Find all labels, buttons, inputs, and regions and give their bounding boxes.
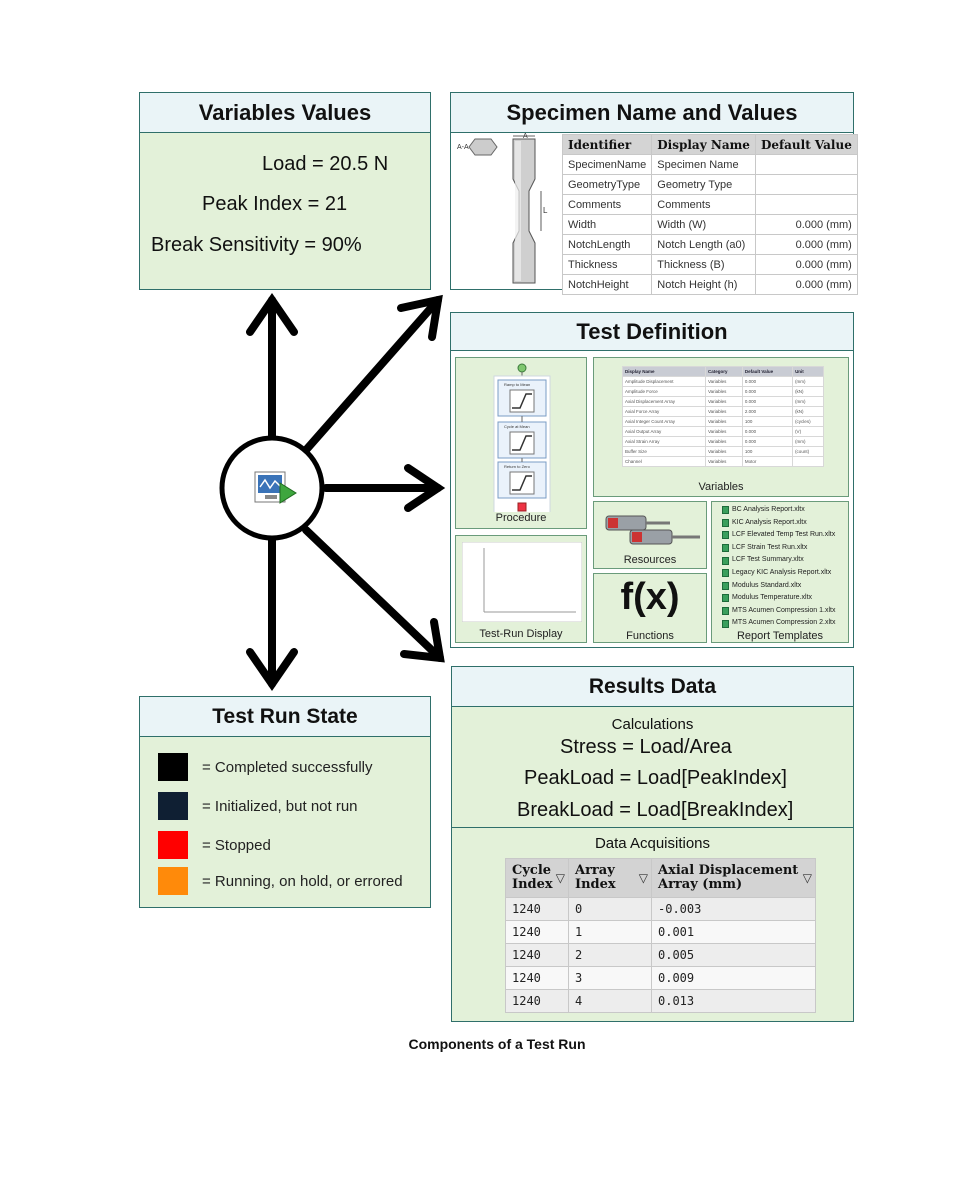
cell: 0.000 (mm) — [755, 215, 857, 235]
state-swatch-initialized — [158, 792, 188, 820]
cell: Amplitude Force — [623, 387, 706, 397]
list-item[interactable] — [722, 529, 835, 542]
cell: Geometry Type — [652, 175, 756, 195]
specimen-table-header — [563, 135, 858, 155]
cell: Width (W) — [652, 215, 756, 235]
cell: 1240 — [506, 967, 569, 990]
table-row[interactable] — [623, 437, 824, 447]
header-default-value[interactable]: Default Value — [755, 135, 857, 155]
excel-file-icon — [722, 544, 729, 552]
arrow-downright — [306, 530, 440, 658]
cell: Variables — [705, 407, 742, 417]
cell: 2.000 — [742, 407, 792, 417]
data-acquisitions-label: Data Acquisitions — [594, 835, 711, 852]
cell: Variables — [705, 427, 742, 437]
list-item[interactable] — [722, 504, 835, 517]
excel-file-icon — [722, 620, 729, 628]
table-row[interactable] — [506, 990, 816, 1013]
state-label-initialized: = Initialized, but not run — [202, 797, 358, 815]
report-name: LCF Elevated Temp Test Run.xltx — [732, 531, 836, 539]
table-row[interactable] — [623, 397, 824, 407]
cell — [755, 155, 857, 175]
da-header-row — [506, 859, 816, 898]
cell: 0.000 — [742, 427, 792, 437]
state-label-stopped: = Stopped — [202, 836, 271, 854]
state-row-running — [158, 867, 403, 895]
excel-file-icon — [722, 519, 729, 527]
cell: Axial Strain Array — [623, 437, 706, 447]
specimen-panel — [450, 92, 854, 290]
filter-icon[interactable]: ▽ — [802, 871, 812, 885]
cell: Axial Integer Count Array — [623, 417, 706, 427]
list-item[interactable] — [722, 605, 835, 618]
excel-file-icon — [722, 607, 729, 615]
table-row[interactable] — [563, 195, 858, 215]
state-row-completed — [158, 753, 373, 781]
cell: 100 — [742, 447, 792, 457]
cell: Axial Output Array — [623, 427, 706, 437]
variables-table — [622, 366, 824, 467]
resources-box[interactable] — [593, 501, 707, 569]
state-row-stopped — [158, 831, 271, 859]
procedure-step-2: Cycle at Mean — [504, 424, 530, 429]
arrow-upright — [306, 300, 438, 450]
report-name: Legacy KIC Analysis Report.xltx — [732, 568, 832, 576]
cell: Notch Height (h) — [652, 275, 756, 295]
cell: (kN) — [793, 387, 824, 397]
cell — [793, 457, 824, 467]
cell: Axial Force Array — [623, 407, 706, 417]
cell: Width — [563, 215, 652, 235]
excel-file-icon — [722, 506, 729, 514]
excel-file-icon — [722, 531, 729, 539]
cell: -0.003 — [652, 898, 816, 921]
table-row[interactable] — [506, 967, 816, 990]
cell: Thickness — [563, 255, 652, 275]
report-name: Modulus Standard.xltx — [732, 581, 802, 589]
cell: (count) — [793, 447, 824, 457]
cell: 0 — [569, 898, 652, 921]
state-swatch-completed — [158, 753, 188, 781]
actuator-icon — [600, 506, 704, 550]
table-row[interactable] — [623, 387, 824, 397]
report-name: MTS Acumen Compression 1.xltx — [732, 606, 836, 614]
header-display-name[interactable]: Display Name — [652, 135, 756, 155]
state-label-running: = Running, on hold, or errored — [202, 872, 403, 890]
list-item[interactable] — [722, 592, 835, 605]
header-identifier[interactable]: Identifier — [563, 135, 652, 155]
header-array-index[interactable]: Array Index ▽ — [569, 859, 652, 898]
cell: 3 — [569, 967, 652, 990]
table-row[interactable] — [563, 175, 858, 195]
table-row[interactable] — [623, 447, 824, 457]
cell: Variables — [705, 397, 742, 407]
specimen-section-label: A-A — [457, 144, 469, 151]
cell: Variables — [705, 377, 742, 387]
specimen-title: Specimen Name and Values — [451, 93, 853, 133]
table-row[interactable] — [563, 255, 858, 275]
calculations-label: Calculations — [611, 716, 694, 733]
table-row[interactable] — [623, 377, 824, 387]
variables-box[interactable] — [593, 357, 849, 497]
cell: 100 — [742, 417, 792, 427]
test-run-display-box[interactable] — [455, 535, 587, 643]
table-row[interactable] — [563, 275, 858, 295]
cell: 0.001 — [652, 921, 816, 944]
cell: Variables — [705, 437, 742, 447]
variables-values-title: Variables Values — [140, 93, 430, 133]
test-run-state-panel — [139, 696, 431, 908]
state-row-initialized — [158, 792, 358, 820]
report-name: MTS Acumen Compression 2.xltx — [732, 619, 836, 627]
test-definition-title: Test Definition — [451, 313, 853, 351]
peak-index-value: Peak Index = 21 — [202, 193, 348, 215]
cell: Amplitude Displacement — [623, 377, 706, 387]
cell: Variables — [705, 457, 742, 467]
table-row[interactable] — [506, 944, 816, 967]
cell: 1 — [569, 921, 652, 944]
header-axial-displacement[interactable]: Axial Displacement Array (mm) ▽ — [652, 859, 816, 898]
cell: 0.009 — [652, 967, 816, 990]
cell: (kN) — [793, 407, 824, 417]
report-template-list — [722, 504, 835, 630]
test-definition-panel — [450, 312, 854, 648]
cell: (V) — [793, 427, 824, 437]
data-acquisitions-table — [505, 858, 816, 1013]
list-item[interactable] — [722, 542, 835, 555]
cell: Buffer Size — [623, 447, 706, 457]
list-item[interactable] — [722, 517, 835, 530]
figure-caption: Components of a Test Run — [408, 1036, 586, 1052]
cell: GeometryType — [563, 175, 652, 195]
cell: Variables — [705, 447, 742, 457]
state-label-completed: = Completed successfully — [202, 758, 373, 776]
cell — [755, 195, 857, 215]
cell — [755, 175, 857, 195]
resources-label: Resources — [623, 554, 677, 566]
functions-label: Functions — [626, 630, 674, 642]
cell: NotchHeight — [563, 275, 652, 295]
results-data-panel — [451, 666, 854, 1022]
table-row[interactable] — [623, 427, 824, 437]
cell: Notch Length (a0) — [652, 235, 756, 255]
specimen-width-label: A — [523, 133, 528, 140]
cell: 1240 — [506, 921, 569, 944]
list-item[interactable] — [722, 617, 835, 630]
report-templates-box[interactable] — [711, 501, 849, 643]
filter-icon[interactable]: ▽ — [555, 871, 565, 885]
cell: NotchLength — [563, 235, 652, 255]
header-cycle-index[interactable]: Cycle Index ▽ — [506, 859, 569, 898]
calc-stress: Stress = Load/Area — [560, 736, 732, 758]
table-row[interactable] — [623, 457, 824, 467]
cell: (cycles) — [793, 417, 824, 427]
procedure-box[interactable] — [455, 357, 587, 529]
cell: 0.000 — [742, 387, 792, 397]
cell: 0.000 — [742, 437, 792, 447]
calc-breakload: BreakLoad = Load[BreakIndex] — [517, 799, 794, 821]
var-header-name[interactable]: Display Name — [623, 367, 706, 377]
table-row[interactable] — [563, 215, 858, 235]
variables-values-panel — [139, 92, 431, 290]
calc-peakload: PeakLoad = Load[PeakIndex] — [524, 767, 787, 789]
procedure-step-3: Return to Zero — [504, 464, 530, 469]
state-swatch-stopped — [158, 831, 188, 859]
report-name: BC Analysis Report.xltx — [732, 506, 805, 513]
var-header-default[interactable]: Default Value — [742, 367, 792, 377]
cell: 0.000 — [742, 377, 792, 387]
table-row[interactable] — [506, 898, 816, 921]
cell: 0.000 (mm) — [755, 235, 857, 255]
report-name: Modulus Temperature.xltx — [732, 594, 813, 602]
cell: Comments — [652, 195, 756, 215]
report-name: KIC Analysis Report.xltx — [732, 518, 807, 526]
plot-thumbnail — [462, 542, 582, 622]
test-run-state-title: Test Run State — [140, 697, 430, 737]
cell: Axial Displacement Array — [623, 397, 706, 407]
var-header-unit[interactable]: Unit — [793, 367, 824, 377]
variables-label: Variables — [698, 481, 744, 493]
cell: (mm) — [793, 377, 824, 387]
excel-file-icon — [722, 582, 729, 590]
table-row[interactable] — [563, 155, 858, 175]
break-sensitivity-value: Break Sensitivity = 90% — [151, 234, 362, 256]
cell: (mm) — [793, 437, 824, 447]
cell: Thickness (B) — [652, 255, 756, 275]
list-item[interactable] — [722, 580, 835, 593]
procedure-step-1: Ramp to Mean — [504, 382, 531, 387]
report-templates-label: Report Templates — [736, 630, 823, 642]
functions-box[interactable] — [593, 573, 707, 643]
cell: 2 — [569, 944, 652, 967]
procedure-label: Procedure — [495, 512, 547, 524]
cell: 0.000 (mm) — [755, 275, 857, 295]
cell: 0.005 — [652, 944, 816, 967]
cell: Specimen Name — [652, 155, 756, 175]
report-name: LCF Strain Test Run.xltx — [732, 543, 808, 551]
list-item[interactable] — [722, 567, 835, 580]
cell: 1240 — [506, 944, 569, 967]
excel-file-icon — [722, 557, 729, 565]
specimen-length-label: L — [543, 206, 548, 215]
report-name: LCF Test Summary.xltx — [732, 556, 804, 564]
cell: Channel — [623, 457, 706, 467]
results-divider — [452, 827, 853, 828]
results-data-title: Results Data — [452, 667, 853, 707]
cell: 0.013 — [652, 990, 816, 1013]
table-row[interactable] — [506, 921, 816, 944]
cell: 1240 — [506, 990, 569, 1013]
cell: SpecimenName — [563, 155, 652, 175]
cell: 4 — [569, 990, 652, 1013]
filter-icon[interactable]: ▽ — [638, 871, 648, 885]
procedure-flow — [490, 362, 554, 512]
var-header-category[interactable]: Category — [705, 367, 742, 377]
load-value: Load = 20.5 N — [262, 153, 389, 175]
table-row[interactable] — [623, 417, 824, 427]
function-symbol: f(x) — [620, 576, 680, 618]
cell: (mm) — [793, 397, 824, 407]
cell: Comments — [563, 195, 652, 215]
specimen-table — [562, 134, 858, 295]
list-item[interactable] — [722, 554, 835, 567]
cell: Variables — [705, 417, 742, 427]
state-swatch-running — [158, 867, 188, 895]
table-row[interactable] — [623, 407, 824, 417]
cell: 0.000 (mm) — [755, 255, 857, 275]
specimen-diagram — [453, 133, 561, 289]
test-run-display-label: Test-Run Display — [479, 628, 563, 640]
excel-file-icon — [722, 569, 729, 577]
cell: Variables — [705, 387, 742, 397]
cell: 1240 — [506, 898, 569, 921]
cell: Motor — [742, 457, 792, 467]
excel-file-icon — [722, 594, 729, 602]
cell: 0.000 — [742, 397, 792, 407]
table-row[interactable] — [563, 235, 858, 255]
